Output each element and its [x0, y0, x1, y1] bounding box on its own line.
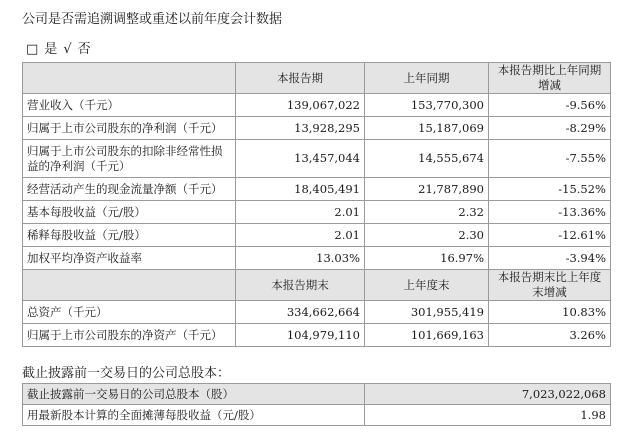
table-cell: 104,979,110	[236, 324, 365, 347]
table-cell: -12.61%	[489, 224, 611, 247]
row-label: 稀释每股收益（元/股）	[23, 224, 236, 247]
row-label: 经营活动产生的现金流量净额（千元）	[23, 178, 236, 201]
row-label: 用最新股本计算的全面摊薄每股收益（元/股）	[23, 405, 365, 426]
table-cell: 2.30	[365, 224, 489, 247]
table-cell: -3.94%	[489, 247, 611, 270]
header-cell: 上年度末	[365, 270, 489, 301]
financial-data-table	[22, 62, 611, 347]
table-row	[23, 324, 611, 347]
table-row	[23, 94, 611, 117]
table-cell: -13.36%	[489, 201, 611, 224]
table-cell: 14,555,674	[365, 140, 489, 178]
row-label: 截止披露前一交易日的公司总股本（股）	[23, 384, 365, 405]
header-cell: 本报告期末比上年度末增减	[489, 270, 611, 301]
header-cell: 本报告期末	[236, 270, 365, 301]
table-cell: 153,770,300	[365, 94, 489, 117]
table-row	[23, 178, 611, 201]
header-cell: 本报告期比上年同期增减	[489, 63, 611, 94]
row-label: 归属于上市公司股东的扣除非经常性损益的净利润（千元）	[23, 140, 236, 178]
header-cell	[23, 270, 236, 301]
table-cell: 18,405,491	[236, 178, 365, 201]
choice-yes-label: 是	[44, 42, 58, 57]
table-cell: 2.01	[236, 224, 365, 247]
table-cell: 10.83%	[489, 301, 611, 324]
table-row	[23, 405, 611, 426]
share-capital-subheading: 截止披露前一交易日的公司总股本：	[22, 366, 231, 381]
table-row	[23, 224, 611, 247]
row-label: 加权平均净资产收益率	[23, 247, 236, 270]
table-cell: 101,669,163	[365, 324, 489, 347]
table-cell: 1.98	[365, 405, 611, 426]
choice-no-label: 否	[77, 42, 91, 57]
table-row	[23, 140, 611, 178]
header-cell: 上年同期	[365, 63, 489, 94]
table-header-row	[23, 63, 611, 94]
header-cell: 本报告期	[236, 63, 365, 94]
section-heading: 公司是否需追溯调整或重述以前年度会计数据	[22, 12, 283, 27]
table-cell: -7.55%	[489, 140, 611, 178]
header-cell	[23, 63, 236, 94]
table-cell: 3.26%	[489, 324, 611, 347]
table-cell: 16.97%	[365, 247, 489, 270]
table-row	[23, 384, 611, 405]
table-row	[23, 117, 611, 140]
checkbox-icon: □	[26, 42, 39, 57]
table-row	[23, 301, 611, 324]
table-cell: -9.56%	[489, 94, 611, 117]
table-header-row	[23, 270, 611, 301]
table-cell: 139,067,022	[236, 94, 365, 117]
table-cell: 301,955,419	[365, 301, 489, 324]
row-label: 总资产（千元）	[23, 301, 236, 324]
table-cell: 2.32	[365, 201, 489, 224]
table-cell: 13,928,295	[236, 117, 365, 140]
yes-no-choice	[26, 38, 97, 57]
table-cell: -8.29%	[489, 117, 611, 140]
table-cell: 15,187,069	[365, 117, 489, 140]
share-capital-table	[22, 383, 611, 426]
table-cell: 2.01	[236, 201, 365, 224]
table-cell: 334,662,664	[236, 301, 365, 324]
row-label: 归属于上市公司股东的净利润（千元）	[23, 117, 236, 140]
table-cell: 13,457,044	[236, 140, 365, 178]
row-label: 营业收入（千元）	[23, 94, 236, 117]
table-row	[23, 247, 611, 270]
table-row	[23, 201, 611, 224]
table-cell: -15.52%	[489, 178, 611, 201]
checkmark-icon: √	[63, 42, 72, 57]
row-label: 归属于上市公司股东的净资产（千元）	[23, 324, 236, 347]
table-cell: 7,023,022,068	[365, 384, 611, 405]
table-cell: 21,787,890	[365, 178, 489, 201]
table-cell: 13.03%	[236, 247, 365, 270]
row-label: 基本每股收益（元/股）	[23, 201, 236, 224]
